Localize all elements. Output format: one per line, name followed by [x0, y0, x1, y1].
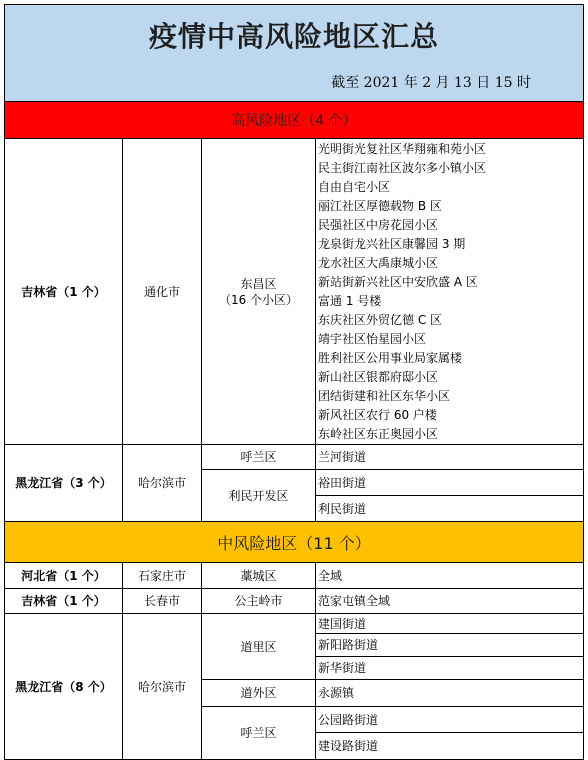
community-item: 龙泉街龙兴社区康馨园 3 期 — [318, 237, 466, 251]
city-cell: 长春市 — [123, 589, 202, 614]
district-cell — [202, 139, 316, 445]
district-note: （16 个小区） — [218, 292, 299, 307]
community-item: 新风社区农行 60 户楼 — [318, 408, 437, 422]
district-cell: 公主岭市 — [202, 589, 316, 614]
district-name: 东昌区 — [240, 276, 277, 291]
community-item: 东岭社区东正奥园小区 — [318, 427, 439, 441]
mid-risk-header: 中风险地区（11 个） — [4, 522, 584, 563]
community-item: 丽江社区厚德载物 B 区 — [318, 199, 442, 213]
community-item: 团结街建和社区东华小区 — [318, 389, 451, 403]
community-item: 民强社区中房花园小区 — [318, 218, 439, 232]
area-cell: 新华街道 — [316, 657, 584, 680]
community-item: 胜利社区公用事业局家属楼 — [318, 351, 463, 365]
district-cell: 道里区 — [202, 614, 316, 680]
community-item: 自由自宅小区 — [318, 180, 391, 194]
province-cell: 黑龙江省（3 个） — [4, 445, 123, 522]
area-cell: 建设路街道 — [316, 733, 584, 760]
community-item: 龙水社区大禹康城小区 — [318, 256, 439, 270]
district-cell: 呼兰区 — [202, 445, 316, 470]
community-item: 新站街新兴社区中安欣盛 A 区 — [318, 275, 478, 289]
district-cell: 藁城区 — [202, 563, 316, 589]
risk-area-table — [4, 4, 584, 760]
community-item: 富通 1 号楼 — [318, 294, 382, 308]
area-cell: 裕田街道 — [316, 470, 584, 496]
high-risk-header: 高风险地区（4 个） — [4, 102, 584, 139]
area-cell: 永源镇 — [316, 680, 584, 707]
province-cell: 吉林省（1 个） — [4, 589, 123, 614]
province-cell: 吉林省（1 个） — [4, 139, 123, 445]
community-item: 东庆社区外贸亿德 C 区 — [318, 313, 443, 327]
city-cell: 石家庄市 — [123, 563, 202, 589]
page-title: 疫情中高风险地区汇总 — [4, 4, 584, 64]
area-cell: 新阳路街道 — [316, 634, 584, 657]
area-cell: 范家屯镇全域 — [316, 589, 584, 614]
city-cell: 通化市 — [123, 139, 202, 445]
district-cell: 呼兰区 — [202, 707, 316, 760]
province-cell: 河北省（1 个） — [4, 563, 123, 589]
area-cell: 兰河街道 — [316, 445, 584, 470]
community-item: 靖宇社区怡星园小区 — [318, 332, 427, 346]
area-cell: 建国街道 — [316, 614, 584, 634]
district-cell: 利民开发区 — [202, 470, 316, 522]
community-item: 光明街光复社区华翔雍和苑小区 — [318, 142, 487, 156]
community-list — [316, 139, 584, 445]
province-cell: 黑龙江省（8 个） — [4, 614, 123, 760]
area-cell: 全域 — [316, 563, 584, 589]
community-item: 民主街江南社区波尔多小镇小区 — [318, 161, 487, 175]
city-cell: 哈尔滨市 — [123, 614, 202, 760]
as-of-date: 截至 2021 年 2 月 13 日 15 时 — [4, 64, 584, 102]
community-item: 新山社区银都府邸小区 — [318, 370, 439, 384]
city-cell: 哈尔滨市 — [123, 445, 202, 522]
area-cell: 利民街道 — [316, 496, 584, 522]
area-cell: 公园路街道 — [316, 707, 584, 733]
district-cell: 道外区 — [202, 680, 316, 707]
